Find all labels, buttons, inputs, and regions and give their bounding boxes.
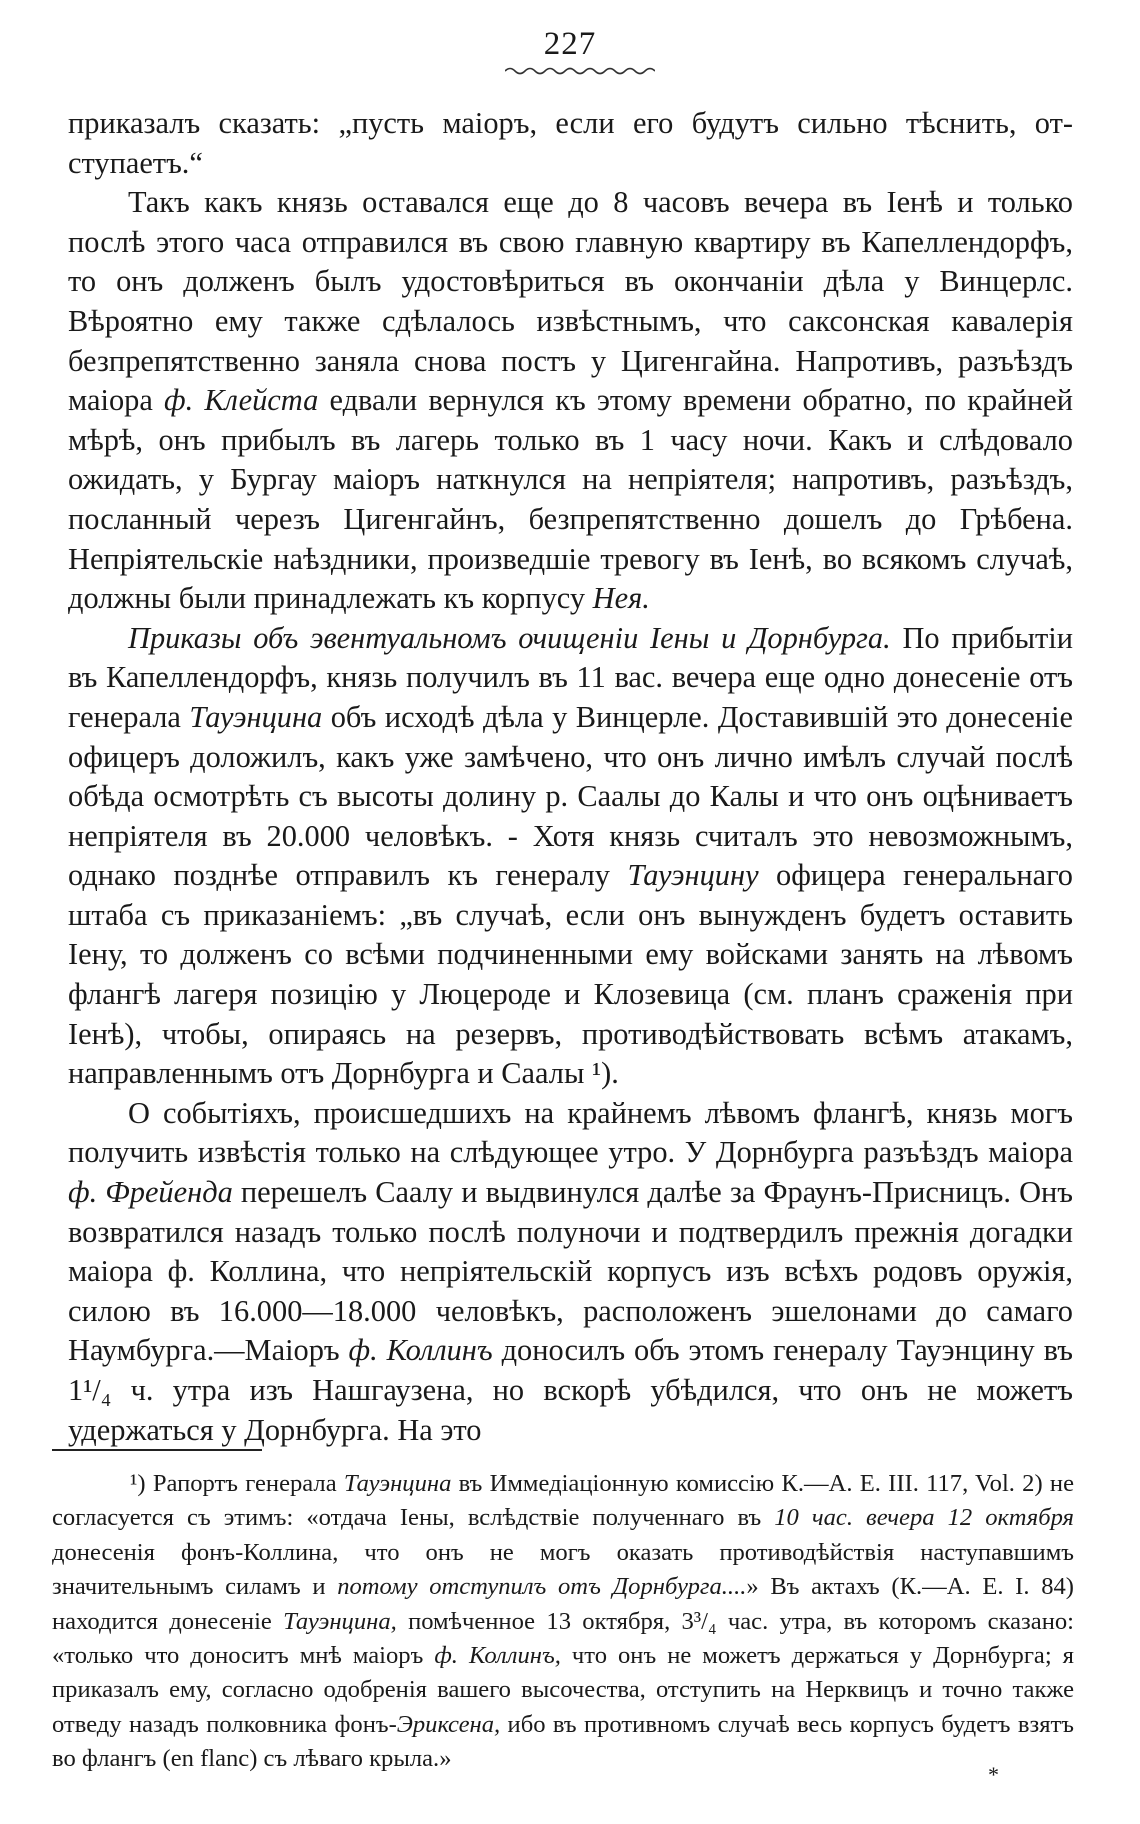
italic-text: ф. Фрейенда [68,1175,233,1210]
italic-text: потому отступилъ отъ Дорнбурга.... [337,1573,747,1601]
text-run: » Въ актахъ (К.—А. Е. I. 84) находится донесенiе [52,1573,1074,1635]
italic-text: ф. Коллинъ, [434,1642,561,1670]
margin-mark: * [988,1762,999,1787]
italic-text: Эриксена, [396,1710,501,1738]
text-run: приказалъ сказать: „пусть маiоръ, если его будутъ сильно тѣснить, от-ступаетъ.“ [68,106,1073,180]
text-run: По прибытiи въ Капеллендорфъ, князь получилъ въ 11 вас. вечера еще одно донесенiе отъ генерала [68,620,1073,734]
footnote-divider [52,1449,262,1451]
paragraph [68,1094,1073,1450]
text-run: Такъ какъ князь оставался еще до 8 часовъ вечера въ Iенѣ и только послѣ этого часа отправился въ свою главную квартиру въ Капеллендорфъ, то онъ долженъ былъ удостовѣриться въ окончанiи дѣла у Винцерлс. Вѣроятно ему также сдѣлалось извѣстнымъ, что саксонская кавалерiя безпрепятственно заняла снова постъ у Цигенгайна. Напротивъ, разъѣздъ маiора [68,185,1073,418]
italic-text: Тауэнцина, [283,1607,397,1635]
italic-text: Приказы объ эвентуальномъ очищенiи Iены и Дорнбурга. [128,620,891,655]
text-run: ибо въ противномъ случаѣ весь корпусъ будетъ взятъ во флангъ (en flanc) съ лѣваго крыла.» [52,1710,1074,1773]
text-run: донесенiя фонъ-Коллина, что онъ не могъ оказать противодѣйствiя наступавшимъ значительнымъ силамъ и [52,1538,1074,1601]
text-run: что онъ не можетъ держаться у Дорнбурга; я приказалъ ему, согласно одобренiя вашего высочества, отступить на Нерквицъ и точно также отведу назадъ полковника фонъ- [52,1642,1074,1738]
body-text [68,104,1073,1450]
text-run: помѣченное 13 октября, 3³/₄ час. утра, въ которомъ сказано: «только что доноситъ мнѣ маiоръ [52,1607,1074,1670]
footnote [52,1467,1074,1777]
text-run: О событiяхъ, происшедшихъ на крайнемъ лѣвомъ флангѣ, князь могъ получить извѣстiя только на слѣдующее утро. У Дорнбурга разъѣздъ маiора [68,1095,1073,1170]
text-run: доносилъ объ этомъ генералу Тауэнцину въ 1¹/₄ ч. утра изъ Нашгаузена, но вскорѣ убѣдился, что онъ не можетъ удержаться у Дорнбурга. На это [68,1333,1073,1447]
footnote-text [52,1467,1074,1777]
text-run: перешелъ Саалу и выдвинулся далѣе за Фраунъ-Присницъ. Онъ возвратился назадъ только послѣ полуночи и подтвердилъ прежнiя догадки маiора ф. Коллина, что непрiятельскiй корпусъ изъ всѣхъ родовъ оружiя, силою въ 16.000—18.000 человѣкъ, расположенъ эшелонами до самаго Наумбурга.—Маiоръ [68,1175,1073,1368]
italic-text: Нея. [592,581,650,616]
ornament-squiggle [505,66,655,76]
text-run: въ Иммедiацiонную комиссiю К.—А. Е. III. 117, Vol. 2) не согласуется съ этимъ: «отдача Iены, вслѣдствiе полученнаго въ [52,1470,1074,1532]
text-run: едвали вернулся къ этому времени обратно, по крайней мѣрѣ, онъ прибылъ въ лагерь только въ 1 часу ночи. Какъ и слѣдовало ожидать, у Бургау маiоръ наткнулся на непрiятеля; напротивъ, разъѣздъ, посланный черезъ Цигенгайнъ, безпрепятственно дошелъ до Грѣбена. Непрiятельскiе наѣздники, произведшiе тревогу въ Iенѣ, во всякомъ случаѣ, должны были принадлежать къ корпусу [68,383,1073,616]
paragraph [68,183,1073,619]
text-run: ¹) Рапортъ генерала [130,1470,344,1497]
italic-text: ф. Клейста [164,383,319,418]
page-number: 227 [543,26,597,62]
paragraph [68,104,1073,183]
paragraph [68,619,1073,1094]
text-run: офицера генеральнаго штаба съ приказанiемъ: „въ случаѣ, если онъ вынужденъ будетъ оставить Iену, то долженъ со всѣми подчиненными ему войсками занять на лѣвомъ флангѣ лагеря позицiю у Люцероде и Клозевица (см. планъ сраженiя при Iенѣ), чтобы, опираясь на резервъ, противодѣйствовать всѣмъ атакамъ, направленнымъ отъ Дорнбурга и Саалы ¹). [68,858,1073,1091]
italic-text: ф. Коллинъ [348,1333,493,1368]
italic-text: 10 час. вечера 12 октября [774,1504,1074,1532]
italic-text: Тауэнцина [189,699,323,734]
italic-text: Тауэнцину [627,858,759,893]
text-run: объ исходѣ дѣла у Винцерле. Доставившiй это донесенiе офицеръ доложилъ, какъ уже замѣчено, что онъ лично имѣлъ случай послѣ обѣда осмотрѣть съ высоты долину р. Саалы до Калы и что онъ оцѣниваетъ непрiятеля въ 20.000 человѣкъ. - Хотя князь считалъ это невозможнымъ, однако позднѣе отправилъ къ генералу [68,699,1073,893]
italic-text: Тауэнцина [343,1470,452,1497]
